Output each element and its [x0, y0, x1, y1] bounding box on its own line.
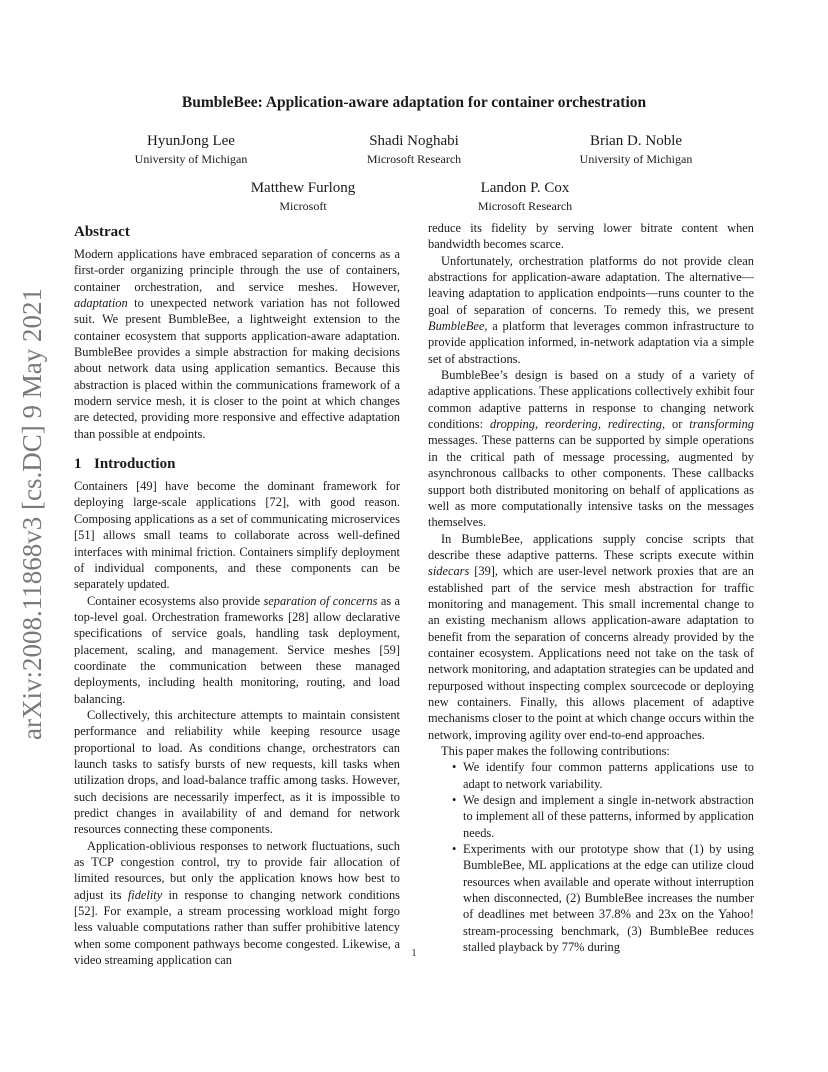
- author-affiliation: University of Michigan: [579, 152, 693, 166]
- author-block: [536, 131, 736, 167]
- list-item: • Experiments with our prototype show that (1) by using BumbleBee, ML applications at the edge can utilize cloud resources when available and operate without interruption when disconnected, (2) BumbleBee increases the number of deadlines met between 37.8% and 23x on the Yahoo! stream-processing benchmark, (3) BumbleBee reduces stalled playback by 77% during: [452, 842, 754, 955]
- body-paragraph: BumbleBee’s design is based on a study of a variety of adaptive applications. These applications collectively exhibit four common adaptive patterns in response to changing network conditions: dropping, reordering, redirecting, or transforming messages. These patterns can be supported by simple operations in the critical path of message processing, augmented by asynchronous callbacks to other components. These callbacks support both distributed monitoring on behalf of applications as well as more computationally intensive tasks on the messages themselves.: [428, 368, 754, 530]
- body-paragraph: In BumbleBee, applications supply concise scripts that describe these adaptive patterns. These scripts execute within sidecars [39], which are user-level network proxies that are an established part of the service mesh abstraction for traffic monitoring and management. This small incremental change to an existing mechanism allows application-aware adaptation to benefit from the separation of concerns already provided by the container ecosystem. Applications need not take on the task of network monitoring, and adaptation strategies can be updated and repurposed without inspecting complex sourcecode or deploying new containers. Finally, this allows placement of adaptive mechanisms closer to the point at which change occurs within the network, improving agility over end-to-end approaches.: [428, 531, 754, 742]
- author-name: Matthew Furlong: [250, 180, 356, 196]
- body-paragraph: Containers [49] have become the dominant framework for deploying large-scale applications [72], with good reason. Composing applications as a set of communicating microservices [51] allows small teams to collaborate across well-defined interfaces with minimal friction. Containers simplify deployment of individual components, and these components can be separately updated.: [74, 479, 400, 592]
- body-paragraph: This paper makes the following contributions:: [441, 744, 670, 758]
- bullet-icon: •: [452, 760, 457, 775]
- body-paragraph: reduce its fidelity by serving lower bitrate content when bandwidth becomes scarce.: [428, 221, 754, 252]
- body-paragraph: Application-oblivious responses to network fluctuations, such as TCP congestion control, try to provide fair allocation of limited resources, but only the application knows how best to adjust its fidelity in response to changing network conditions [52]. For example, a stream processing workload might forgo less valuable computations rather than suffer prohibitive latency when some component pathways become congested. Likewise, a video streaming application can: [74, 838, 400, 968]
- bullet-icon: •: [452, 842, 457, 857]
- left-column: [74, 220, 400, 968]
- author-block: [91, 131, 291, 167]
- list-item: • We design and implement a single in-network abstraction to implement all of these patterns, informed by application needs.: [452, 793, 754, 840]
- body-paragraph: Container ecosystems also provide separation of concerns as a top-level goal. Orchestration frameworks [28] allow declarative specifications of service goals, handling task deployment, placement, scaling, and management. Service meshes [59] coordinate the communication between these managed deployments, including health monitoring, routing, and load balancing.: [74, 593, 400, 706]
- author-affiliation: University of Michigan: [134, 152, 248, 166]
- author-name: Brian D. Noble: [589, 133, 683, 149]
- body-paragraph: Unfortunately, orchestration platforms do not provide clean abstractions for application-aware adaptation. The alternative—leaving adaptation to application endpoints—runs counter to the goal of separation of concerns. To remedy this, we present BumbleBee, a platform that leverages common infrastructure to provide application informed, in-network adaptation via a simple set of abstractions.: [428, 253, 754, 366]
- paper-title: BumbleBee: Application-aware adaptation for container orchestration: [181, 94, 647, 111]
- author-affiliation: Microsoft Research: [477, 199, 573, 213]
- right-column: [428, 220, 754, 955]
- author-affiliation: Microsoft: [279, 199, 327, 213]
- abstract-paragraph: Modern applications have embraced separation of concerns as a first-order organizing principle through the use of containers, container orchestration, and service meshes. However, adaptation to unexpected network variation has not followed suit. We present BumbleBee, a lightweight extension to the container ecosystem that supports application-aware adaptation. BumbleBee provides a simple abstraction for making decisions about network data using application semantics. Because this abstraction is placed within the communications framework of a modern service mesh, it is closer to the point at which changes are detected, providing more responsive and effective adaptation than possible at endpoints.: [74, 247, 400, 441]
- list-item: • We identify four common patterns applications use to adapt to network variability.: [452, 760, 754, 791]
- author-affiliation: Microsoft Research: [366, 152, 462, 166]
- arxiv-identifier: arXiv:2008.11868v3 [cs.DC] 9 May 2021: [17, 288, 47, 740]
- author-name: Landon P. Cox: [480, 180, 570, 196]
- section-title: Introduction: [94, 456, 176, 473]
- body-paragraph: Collectively, this architecture attempts to maintain consistent performance and reliability while keeping resource usage proportional to load. As conditions change, orchestrators can launch tasks to satisfy bursts of new requests, kill tasks when utilization drops, and load-balance traffic among tasks. However, such decisions are necessarily imperfect, as it is impossible to predict changes in availability of and demand for network resources connecting these components.: [74, 707, 400, 837]
- author-block: [203, 178, 403, 214]
- section-heading: [74, 454, 400, 474]
- author-name: HyunJong Lee: [147, 133, 235, 149]
- section-number: 1: [74, 456, 82, 473]
- author-name: Shadi Noghabi: [369, 133, 459, 149]
- author-block: [425, 178, 625, 214]
- contributions-list: [428, 759, 754, 955]
- abstract-heading: Abstract: [74, 224, 130, 240]
- bullet-icon: •: [452, 793, 457, 808]
- page-number: 1: [411, 948, 417, 959]
- author-block: [314, 131, 514, 167]
